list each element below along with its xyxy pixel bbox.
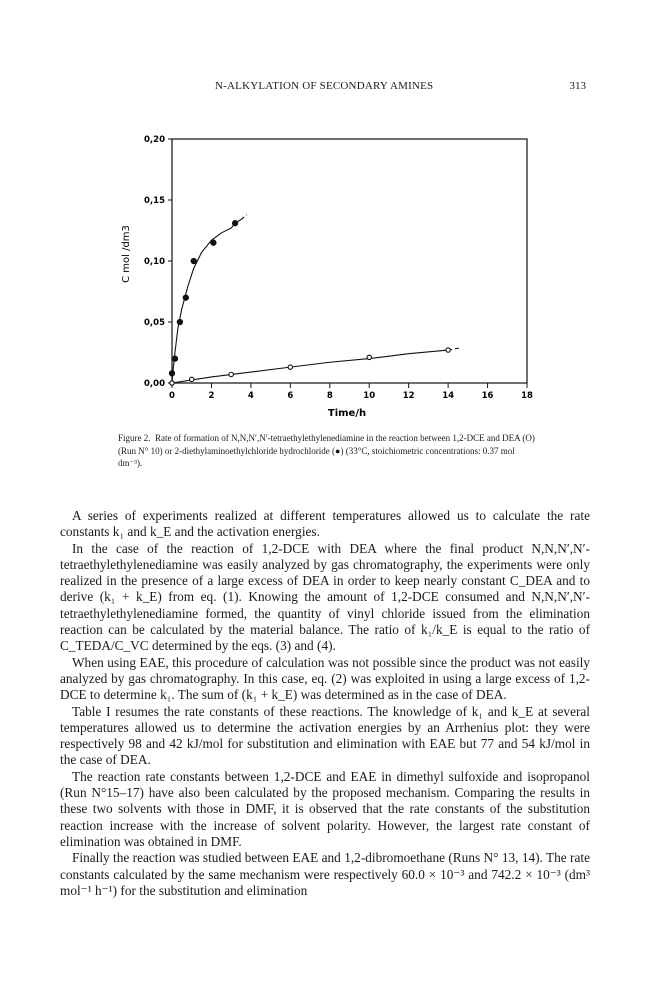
- x-tick-label: 8: [326, 391, 333, 401]
- x-tick-label: 4: [247, 391, 254, 401]
- open-data-point: [367, 355, 371, 359]
- y-tick-label: 0,15: [144, 196, 165, 206]
- figure-2-chart: [0, 0, 648, 430]
- running-title: N-ALKYLATION OF SECONDARY AMINES: [215, 80, 434, 92]
- y-tick-label: 0,00: [144, 379, 165, 389]
- x-tick-label: 10: [363, 391, 376, 401]
- body-text: [60, 508, 590, 899]
- y-tick-label: 0,10: [144, 257, 165, 267]
- open-data-point: [446, 348, 450, 352]
- filled-data-point: [177, 319, 182, 324]
- paragraph: In the case of the reaction of 1,2-DCE with DEA where the final product N,N,N′,N′-tetraethylethylenediamine was easily analyzed by gas chromatography, the experiments were only realized in the presence of a large excess of DEA in order to keep nearly constant C_DEA and to derive (k₁ + k_E) from eq. (1). Knowing the amount of 1,2-DCE consumed and N,N,N′,N′-tetraethylethylenediamine formed, the quantity of vinyl chloride issued from the elimination reaction can be calculated by the material balance. The ratio of k₁/k_E is equal to the ratio of C_TEDA/C_VC determined by the eqs. (3) and (4).: [60, 540, 590, 654]
- x-tick-label: 2: [208, 391, 215, 401]
- x-tick-label: 0: [169, 391, 175, 401]
- y-axis-label: C mol /dm3: [121, 225, 132, 283]
- open-data-point: [288, 365, 292, 369]
- filled-data-point: [183, 295, 188, 300]
- paragraph: Table I resumes the rate constants of these reactions. The knowledge of k₁ and k_E at several temperatures allowed us to determine the activation energies by an Arrhenius plot: they were respectively 98 and 42 kJ/mol for substitution and elimination with EAE but 77 and 54 kJ/mol in the case of DEA.: [60, 703, 590, 768]
- open-data-point: [229, 372, 233, 376]
- y-tick-label: 0,05: [144, 318, 165, 328]
- caption-label: Figure 2.: [118, 433, 151, 443]
- page-number: 313: [569, 80, 586, 92]
- plot-area: [172, 139, 527, 383]
- filled-series-curve: [172, 220, 241, 383]
- open-series-curve: [172, 350, 448, 383]
- filled-data-point: [233, 221, 238, 226]
- filled-data-point: [211, 240, 216, 245]
- open-data-point: [190, 377, 194, 381]
- x-tick-label: 14: [442, 391, 455, 401]
- paragraph: When using EAE, this procedure of calculation was not possible since the product was not easily analyzed by gas chromatography. In this case, eq. (2) was exploited in using a large excess of 1,2-DCE to determine k₁. The sum of (k₁ + k_E) was determined as in the case of DEA.: [60, 654, 590, 703]
- curve-extension: [241, 215, 247, 220]
- x-tick-label: 16: [481, 391, 494, 401]
- caption-text: Rate of formation of N,N,N′,N′-tetraethylethylenediamine in the reaction between 1,2-DCE and DEA (O) (Run N° 10) or 2-diethylaminoethylchloride hydrochloride (●) (33°C, stoichiometric concentrations: 0.37 mol dm⁻³).: [118, 433, 535, 468]
- y-tick-label: 0,20: [144, 135, 165, 145]
- paragraph: Finally the reaction was studied between EAE and 1,2-dibromoethane (Runs N° 13, 14). The rate constants calculated by the same mechanism were respectively 60.0 × 10⁻³ and 742.2 × 10⁻³ (dm³ mol⁻¹ h⁻¹) for the substitution and elimination: [60, 850, 590, 898]
- x-tick-label: 12: [402, 391, 415, 401]
- x-axis-label: Time/h: [327, 408, 367, 419]
- figure-caption: [118, 432, 538, 470]
- filled-data-point: [172, 356, 177, 361]
- paragraph: A series of experiments realized at different temperatures allowed us to calculate the rate constants k₁ and k_E and the activation energies.: [60, 508, 590, 540]
- x-tick-label: 18: [521, 391, 533, 401]
- x-tick-label: 6: [287, 391, 294, 401]
- open-data-point: [170, 381, 174, 385]
- filled-data-point: [169, 371, 174, 376]
- paragraph: The reaction rate constants between 1,2-DCE and EAE in dimethyl sulfoxide and isopropanol (Run N°15–17) have also been calculated by the proposed mechanism. Comparing the results in these two solvents with those in DMF, it is observed that the rate constants of the substitution reaction increase with the increase of solvent polarity. However, the largest rate constant of elimination was obtained in DMF.: [60, 768, 590, 849]
- filled-data-point: [191, 258, 196, 263]
